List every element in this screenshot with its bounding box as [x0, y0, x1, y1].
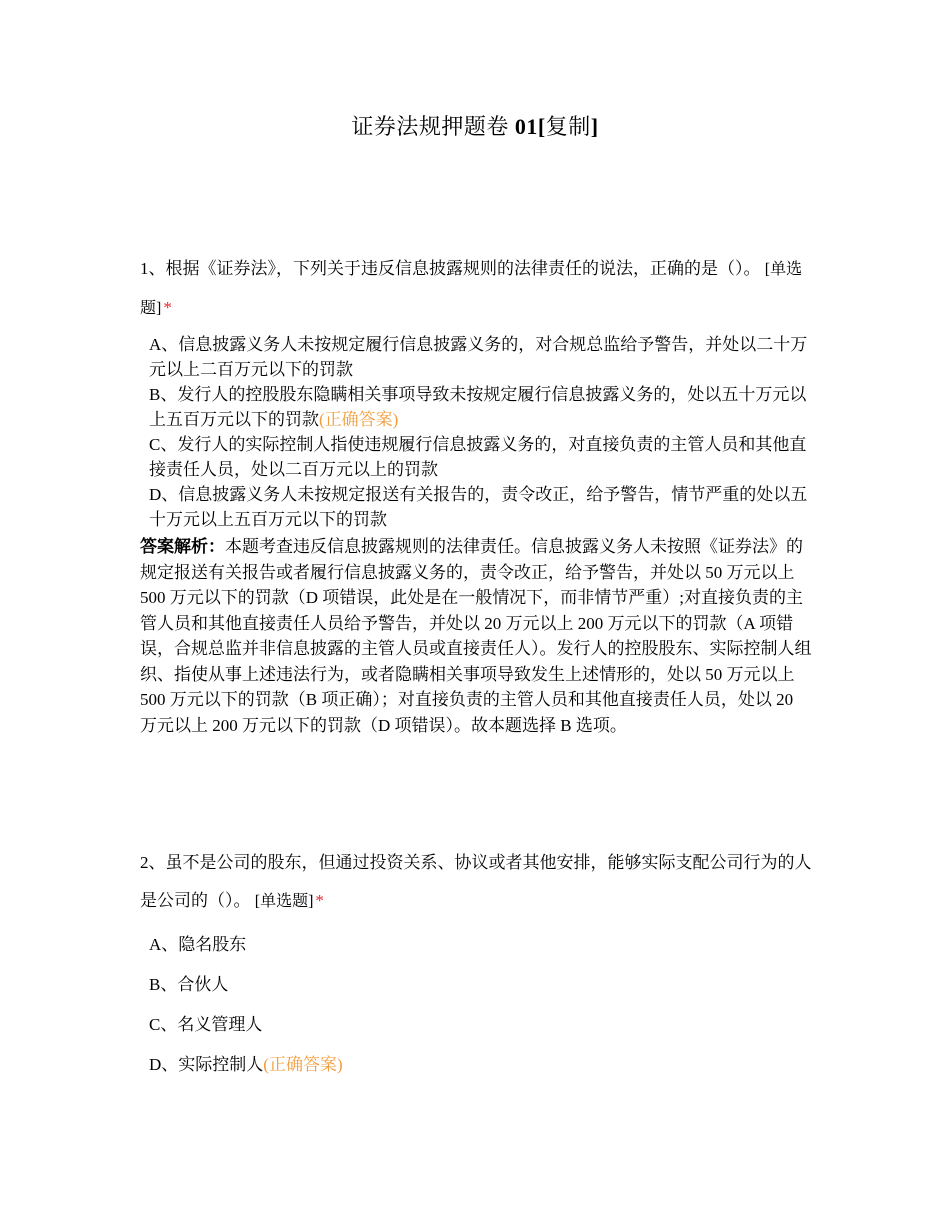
option-a[interactable]	[149, 925, 812, 965]
question-stem	[140, 250, 812, 328]
option-c[interactable]	[149, 1005, 812, 1045]
page-title	[0, 112, 950, 142]
option-text: D、信息披露义务人未按规定报送有关报告的，责令改正，给予警告，情节严重的处以五十万元以上五百万元以下的罚款	[149, 485, 808, 529]
option-b[interactable]	[149, 382, 812, 432]
option-text: D、实际控制人	[149, 1055, 264, 1074]
question-type-tag: [单选题]	[140, 261, 803, 317]
option-list	[140, 925, 812, 1085]
question-stem-text: 1、根据《证券法》，下列关于违反信息披露规则的法律责任的说法，正确的是（）。	[140, 259, 761, 278]
analysis-label: 答案解析：	[140, 537, 225, 556]
title-close-bracket: ]	[590, 114, 599, 139]
correct-answer-label: (正确答案)	[263, 1055, 343, 1074]
question-stem-text: 2、虽不是公司的股东，但通过投资关系、协议或者其他安排，能够实际支配公司行为的人是公司的（）。	[140, 853, 812, 910]
title-copy: 复制	[545, 114, 591, 139]
required-mark: *	[315, 891, 324, 910]
option-text: C、发行人的实际控制人指使违规履行信息披露义务的，对直接负责的主管人员和其他直接责任人员，处以二百万元以上的罚款	[149, 435, 807, 479]
question-2	[140, 844, 812, 1085]
option-text: B、发行人的控股股东隐瞒相关事项导致未按规定履行信息披露义务的，处以五十万元以上五百万元以下的罚款	[149, 385, 807, 429]
answer-analysis	[140, 534, 812, 738]
option-a[interactable]	[149, 332, 812, 382]
option-text: B、合伙人	[149, 975, 229, 994]
option-b[interactable]	[149, 965, 812, 1005]
required-mark: *	[163, 298, 172, 317]
option-d[interactable]	[149, 1045, 812, 1085]
question-type-tag: [单选题]	[254, 893, 314, 910]
option-text: A、隐名股东	[149, 935, 247, 954]
option-text: C、名义管理人	[149, 1015, 263, 1034]
analysis-text: 本题考查违反信息披露规则的法律责任。信息披露义务人未按照《证券法》的规定报送有关报告或者履行信息披露义务的，责令改正，给予警告，并处以 50 万元以上 500 万元以下的罚款（D 项错误，此处是在一般情况下，而非情节严重）;对直接负责的主管人员和其他直接责任人员给予警告，并处以 20 万元以上 200 万元以下的罚款（A 项错误，合规总监并非信息披露的主管人员或直接责任人）。发行人的控股股东、实际控制人组织、指使从事上述违法行为，或者隐瞒相关事项导致发生上述情形的，处以 50 万元以上 500 万元以下的罚款（B 项正确）；对直接负责的主管人员和其他直接责任人员，处以 20 万元以上 200 万元以下的罚款（D 项错误）。故本题选择 B 选项。	[140, 537, 812, 735]
title-number: 01[	[514, 114, 546, 139]
question-stem	[140, 844, 812, 921]
title-text: 证券法规押题卷	[351, 114, 515, 139]
option-d[interactable]	[149, 482, 812, 532]
option-list	[140, 332, 812, 532]
option-c[interactable]	[149, 432, 812, 482]
correct-answer-label: (正确答案)	[319, 410, 399, 429]
question-1	[140, 250, 812, 738]
option-text: A、信息披露义务人未按规定履行信息披露义务的，对合规总监给予警告，并处以二十万元以上二百万元以下的罚款	[149, 335, 808, 379]
